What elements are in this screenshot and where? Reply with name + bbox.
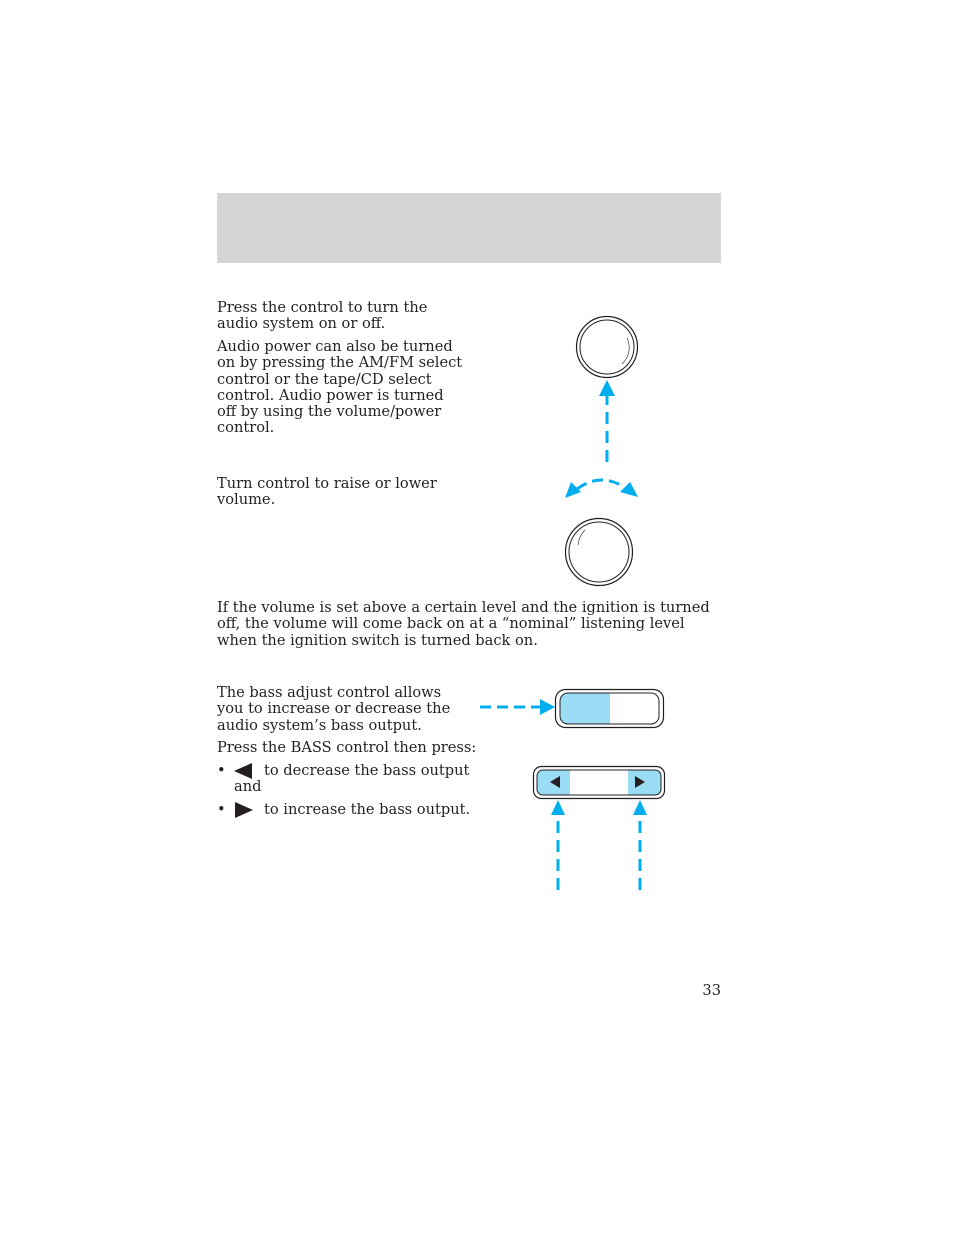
power-description: Audio power can also be turned on by pressing the AM/FM select control or the tape/CD select control. Audio power is turned off by using the volume/power control. bbox=[217, 338, 463, 437]
volume-instruction: Turn control to raise or lower volume. bbox=[217, 475, 437, 509]
power-instruction: Press the control to turn the audio system on or off. bbox=[217, 299, 428, 333]
rocker-press-arrows-icon bbox=[551, 800, 647, 890]
bullet-increase-text: to increase the bass output. bbox=[264, 801, 471, 818]
page-number: 33 bbox=[702, 982, 721, 999]
volume-knob-icon bbox=[566, 519, 633, 586]
bass-description: The bass adjust control allows you to increase or decrease the audio system’s bass output. bbox=[217, 684, 451, 734]
bullet-mark: • bbox=[217, 762, 226, 779]
bullet-decrease-continuation: and bbox=[234, 778, 262, 795]
bass-instruction: Press the BASS control then press: bbox=[217, 739, 477, 756]
power-knob-icon bbox=[577, 317, 638, 378]
volume-note: If the volume is set above a certain level and the ignition is turned off, the volume will come back on at a “nominal” listening level when the ignition switch is turned back on. bbox=[217, 599, 710, 649]
bass-control-button-icon bbox=[480, 690, 664, 728]
power-press-arrow-icon bbox=[599, 380, 615, 462]
bullet-mark: • bbox=[217, 801, 226, 818]
rotate-arrows-icon bbox=[565, 480, 638, 498]
bass-adjust-rocker-icon bbox=[534, 767, 665, 799]
bullet-decrease-text: to decrease the bass output bbox=[264, 762, 470, 779]
